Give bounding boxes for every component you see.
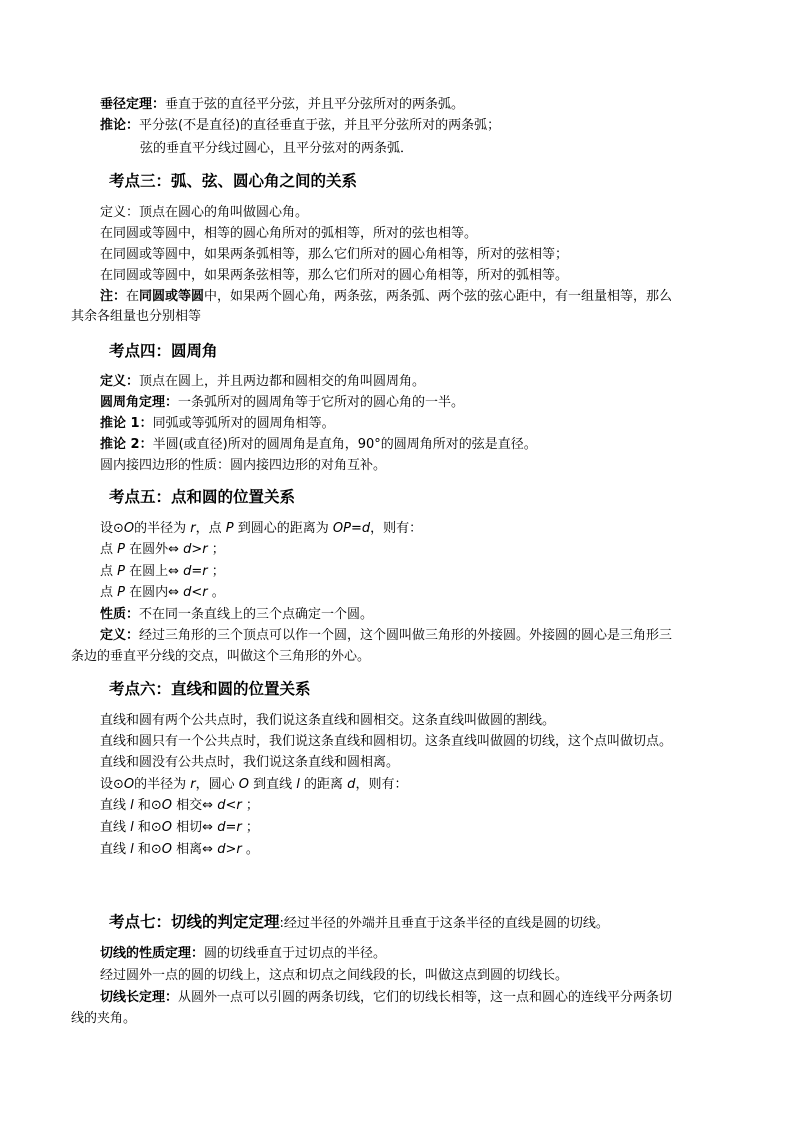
relation-line: 直线 l 和⊙O 相切⇔ d=r ； — [100, 820, 259, 835]
corollary-line: 推论 1：同弧或等弧所对的圆周角相等。 — [100, 416, 335, 431]
theorem-line: 切线的性质定理：圆的切线垂直于过切点的半径。 — [100, 946, 387, 961]
section-heading-3: 考点三：弧、弦、圆心角之间的关系 — [109, 171, 358, 190]
relation-line: 点 P 在圆内⇔ d<r 。 — [100, 585, 225, 600]
text-line: 直线和圆只有一个公共点时，我们说这条直线和圆相切。这条直线叫做圆的切线，这个点叫做切点。 — [100, 734, 673, 749]
corollary-line: 推论 2：半圆(或直径)所对的圆周角是直角，90°的圆周角所对的弦是直径。 — [100, 437, 537, 452]
text-line: 直线和圆没有公共点时，我们说这条直线和圆相离。 — [100, 755, 400, 770]
note-line-2: 其余各组量也分别相等 — [71, 309, 202, 324]
definition-line: 定义：顶点在圆心的角叫做圆心角。 — [100, 205, 309, 220]
section-heading-6: 考点六：直线和圆的位置关系 — [109, 679, 311, 698]
text-line: 在同圆或等圆中，相等的圆心角所对的弧相等，所对的弦也相等。 — [100, 226, 478, 241]
definition-line: 定义：经过三角形的三个顶点可以作一个圆，这个圆叫做三角形的外接圆。外接圆的圆心是三角形三 — [100, 628, 673, 643]
relation-line: 直线 l 和⊙O 相离⇔ d>r 。 — [100, 842, 259, 857]
text-line: 设⊙O的半径为 r，点 P 到圆心的距离为 OP=d，则有： — [100, 521, 423, 536]
theorem-line: 垂径定理：垂直于弦的直径平分弦，并且平分弦所对的两条弧。 — [100, 97, 465, 112]
theorem-line: 切线长定理：从圆外一点可以引圆的两条切线，它们的切线长相等，这一点和圆心的连线平分两条切 — [100, 990, 673, 1005]
section-heading-5: 考点五：点和圆的位置关系 — [109, 487, 296, 506]
text-line: 经过圆外一点的圆的切线上，这点和切点之间线段的长，叫做这点到圆的切线长。 — [100, 968, 569, 983]
text-line: 设⊙O的半径为 r，圆心 O 到直线 l 的距离 d，则有： — [100, 777, 408, 792]
property-line: 性质：不在同一条直线上的三个点确定一个圆。 — [100, 607, 374, 622]
text-line: 直线和圆有两个公共点时，我们说这条直线和圆相交。这条直线叫做圆的割线。 — [100, 713, 556, 728]
corollary-line: 推论：平分弦(不是直径)的直径垂直于弦，并且平分弦所对的两条弧； — [100, 118, 501, 133]
theorem-line: 圆周角定理：一条弧所对的圆周角等于它所对的圆心角的一半。 — [100, 395, 465, 410]
relation-line: 点 P 在圆外⇔ d>r ； — [100, 542, 225, 557]
section-heading-4: 考点四：圆周角 — [109, 341, 218, 360]
relation-line: 点 P 在圆上⇔ d=r ； — [100, 564, 225, 579]
text-line: 在同圆或等圆中，如果两条弦相等，那么它们所对的圆心角相等，所对的弧相等。 — [100, 268, 569, 283]
note-line: 注：在同圆或等圆中，如果两个圆心角，两条弦，两条弧、两个弦的弦心距中，有一组量相等，那么 — [100, 289, 673, 304]
definition-line-2: 条边的垂直平分线的交点，叫做这个三角形的外心。 — [71, 649, 371, 664]
theorem-line-2: 线的夹角。 — [71, 1011, 137, 1026]
text-line: 圆内接四边形的性质：圆内接四边形的对角互补。 — [100, 458, 387, 473]
relation-line: 直线 l 和⊙O 相交⇔ d<r ； — [100, 798, 259, 813]
section-heading-7: 考点七：切线的判定定理:经过半径的外端并且垂直于这条半径的直线是圆的切线。 — [109, 912, 609, 931]
corollary-line-2: 弦的垂直平分线过圆心，且平分弦对的两条弧． — [140, 141, 414, 156]
definition-line: 定义：顶点在圆上，并且两边都和圆相交的角叫圆周角。 — [100, 374, 426, 389]
text-line: 在同圆或等圆中，如果两条弧相等，那么它们所对的圆心角相等，所对的弦相等； — [100, 247, 569, 262]
